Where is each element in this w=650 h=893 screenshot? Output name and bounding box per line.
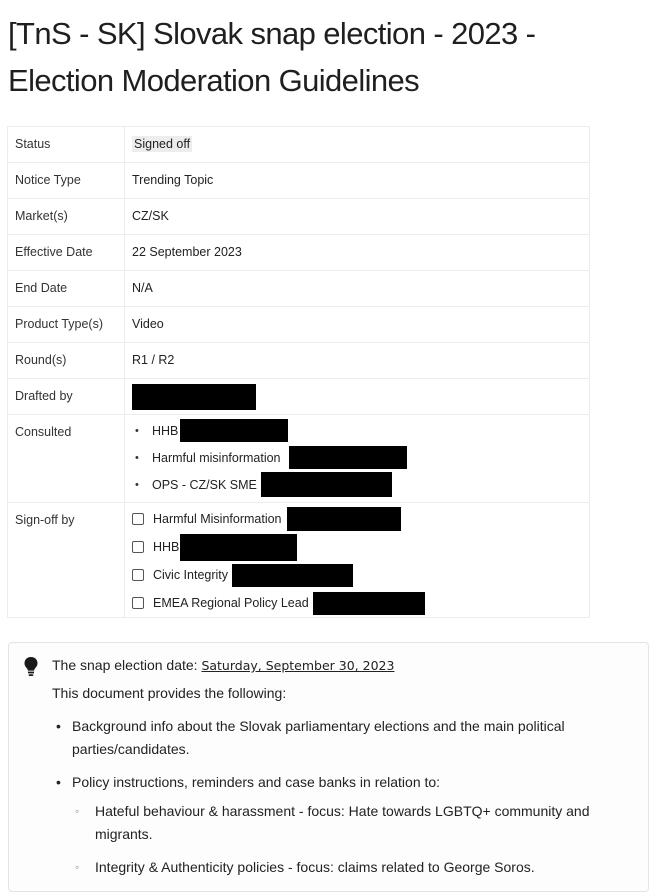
consulted-list	[132, 417, 582, 498]
sign-off-item-label: Civic Integrity	[153, 568, 229, 582]
status-badge: Signed off	[134, 137, 191, 151]
redaction-block	[232, 564, 353, 587]
sign-off-checkbox[interactable]	[132, 569, 144, 581]
bullet-icon: •	[135, 424, 139, 437]
consulted-label: Consulted	[8, 415, 125, 503]
rounds-value: R1 / R2	[125, 343, 590, 379]
table-row	[8, 127, 590, 163]
list-item	[132, 589, 582, 617]
table-row	[8, 199, 590, 235]
list-item	[72, 856, 637, 879]
product-types-label: Product Type(s)	[8, 307, 125, 343]
redaction-block	[313, 592, 425, 615]
consulted-item-label: HHB	[152, 423, 179, 438]
summary-callout	[8, 642, 649, 892]
table-row	[8, 503, 590, 618]
list-item	[132, 444, 582, 471]
list-item	[52, 771, 637, 879]
drafted-by-label: Drafted by	[8, 379, 125, 415]
consulted-item-label: Harmful misinformation	[152, 450, 281, 465]
end-date-label: End Date	[8, 271, 125, 307]
effective-date-value: 22 September 2023	[125, 235, 590, 271]
sign-off-label: Sign-off by	[8, 503, 125, 618]
table-row	[8, 235, 590, 271]
status-value-cell	[125, 127, 590, 163]
table-row	[8, 415, 590, 503]
redaction-block	[132, 384, 256, 410]
list-item	[52, 715, 637, 761]
sign-off-item-label: HHB	[153, 540, 180, 554]
redaction-block	[180, 534, 297, 561]
table-row	[8, 163, 590, 199]
bullet-icon: •	[135, 451, 139, 464]
list-item	[132, 505, 582, 533]
callout-subitem-text: Hateful behaviour & harassment - focus: Hate towards LGBTQ+ community and migrants.	[95, 803, 590, 842]
callout-item-text: Policy instructions, reminders and case banks in relation to:	[72, 774, 441, 790]
effective-date-label: Effective Date	[8, 235, 125, 271]
sign-off-checkbox[interactable]	[132, 597, 144, 609]
callout-list	[52, 715, 637, 889]
redaction-block	[289, 446, 407, 469]
list-item	[132, 417, 582, 444]
callout-sublist	[72, 800, 637, 879]
table-row	[8, 307, 590, 343]
table-row	[8, 343, 590, 379]
page-title: [TnS - SK] Slovak snap election - 2023 - Election Moderation Guidelines	[8, 16, 536, 98]
election-date[interactable]: Saturday, September 30, 2023	[201, 658, 395, 673]
redaction-block	[287, 507, 401, 531]
sign-off-item-label: Harmful Misinformation	[153, 512, 282, 526]
list-item	[132, 533, 582, 561]
status-label: Status	[8, 127, 125, 163]
sign-off-value	[125, 503, 590, 618]
sign-off-item-label: EMEA Regional Policy Lead	[153, 596, 309, 610]
redaction-block	[261, 472, 392, 497]
consulted-value	[125, 415, 590, 503]
callout-item-text: Background info about the Slovak parliamentary elections and the main political parties/candidates.	[72, 718, 565, 757]
metadata-table	[7, 126, 590, 618]
table-row	[8, 379, 590, 415]
bullet-icon: •	[135, 478, 139, 491]
markets-label: Market(s)	[8, 199, 125, 235]
drafted-by-value	[125, 379, 590, 415]
table-row	[8, 271, 590, 307]
callout-subitem-text: Integrity & Authenticity policies - focus: claims related to George Soros.	[95, 859, 535, 875]
product-types-value: Video	[125, 307, 590, 343]
sign-off-list	[132, 505, 582, 617]
consulted-item-label: OPS - CZ/SK SME	[152, 477, 257, 492]
callout-intro: This document provides the following:	[52, 685, 287, 701]
markets-value: CZ/SK	[125, 199, 590, 235]
election-date-prefix: The snap election date:	[52, 657, 202, 673]
sign-off-checkbox[interactable]	[132, 513, 144, 525]
list-item	[72, 800, 637, 846]
list-item	[132, 471, 582, 498]
lightbulb-icon	[24, 657, 38, 677]
redaction-block	[180, 419, 288, 442]
rounds-label: Round(s)	[8, 343, 125, 379]
sign-off-checkbox[interactable]	[132, 541, 144, 553]
end-date-value: N/A	[125, 271, 590, 307]
notice-type-label: Notice Type	[8, 163, 125, 199]
notice-type-value: Trending Topic	[125, 163, 590, 199]
election-date-line	[52, 657, 394, 673]
list-item	[132, 561, 582, 589]
